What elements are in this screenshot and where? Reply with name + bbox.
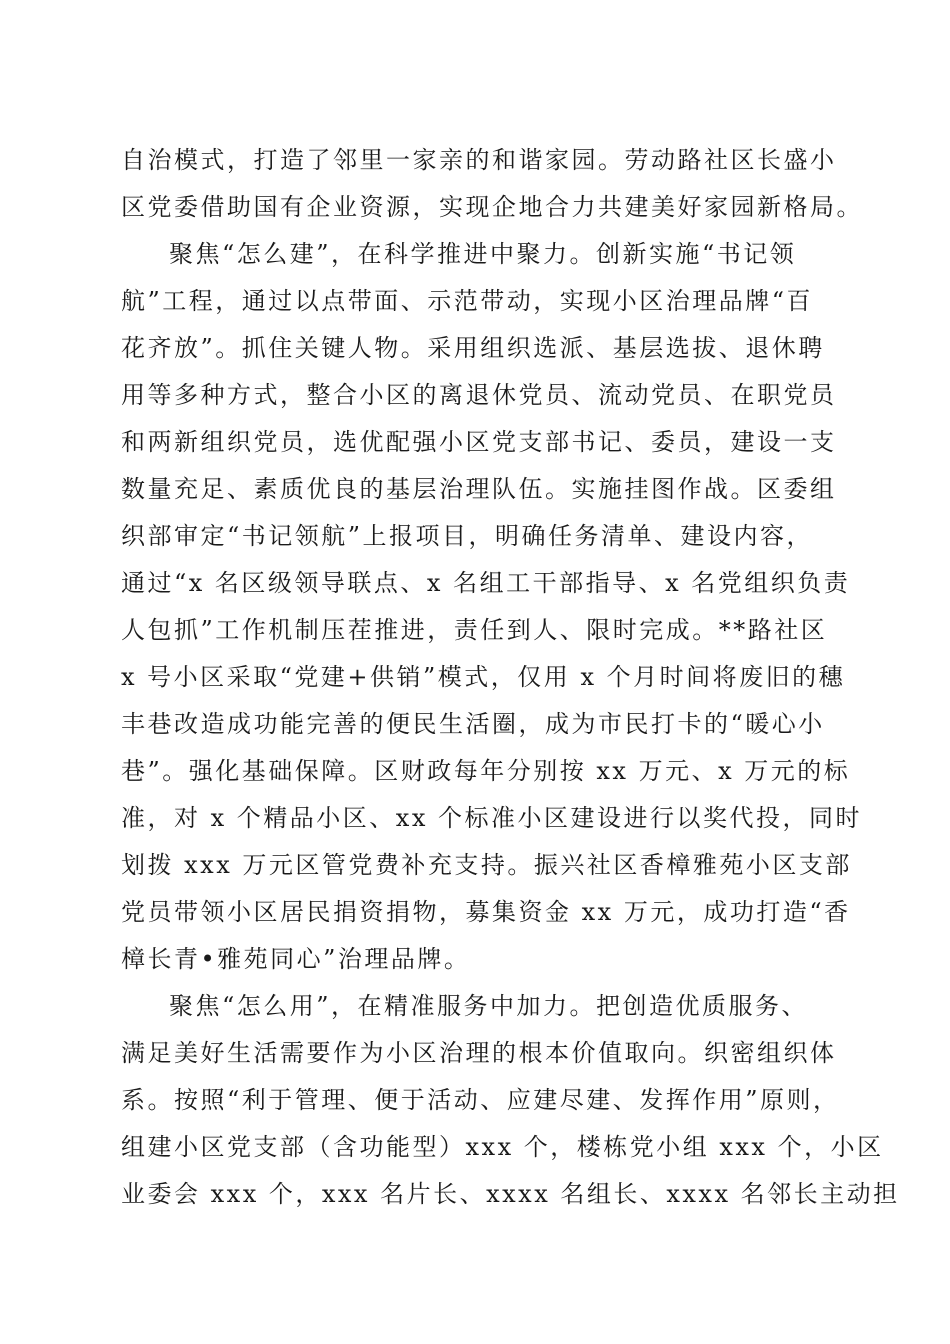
- text-line: 花齐放”。抓住关键人物。采用组织选派、基层选拔、退休聘: [121, 334, 825, 362]
- text-line: 樟长青•雅苑同心”治理品牌。: [121, 945, 471, 973]
- text-line: 党员带领小区居民捐资捐物，募集资金 xx 万元，成功打造“香: [121, 898, 851, 926]
- text-line: 满足美好生活需要作为小区治理的根本价值取向。织密组织体: [121, 1039, 837, 1067]
- text-line: 和两新组织党员，选优配强小区党支部书记、委员，建设一支: [121, 428, 837, 456]
- text-line: 业委会 xxx 个，xxx 名片长、xxxx 名组长、xxxx 名邻长主动担: [121, 1180, 900, 1208]
- text-line: 数量充足、素质优良的基层治理队伍。实施挂图作战。区委组: [121, 475, 837, 503]
- text-line: 自治模式，打造了邻里一家亲的和谐家园。劳动路社区长盛小: [121, 146, 837, 174]
- paragraph-start-line: 聚焦“怎么建”，在科学推进中聚力。创新实施“书记领: [169, 240, 797, 268]
- paragraph-start-line: 聚焦“怎么用”，在精准服务中加力。把创造优质服务、: [169, 992, 809, 1020]
- text-line: 通过“x 名区级领导联点、x 名组工干部指导、x 名党组织负责: [121, 569, 851, 597]
- text-line: 人包抓”工作机制压茬推进，责任到人、限时完成。**路社区: [121, 616, 828, 644]
- text-line: 系。按照“利于管理、便于活动、应建尽建、发挥作用”原则，: [121, 1086, 840, 1114]
- text-line: 航”工程，通过以点带面、示范带动，实现小区治理品牌“百: [121, 287, 814, 315]
- text-line: 丰巷改造成功能完善的便民生活圈，成为市民打卡的“暖心小: [121, 710, 825, 738]
- text-line: x 号小区采取“党建+供销”模式，仅用 x 个月时间将废旧的穗: [121, 663, 846, 691]
- text-line: 区党委借助国有企业资源，实现企地合力共建美好家园新格局。: [121, 193, 863, 221]
- text-line: 准，对 x 个精品小区、xx 个标准小区建设进行以奖代投，同时: [121, 804, 862, 832]
- text-line: 用等多种方式，整合小区的离退休党员、流动党员、在职党员: [121, 381, 837, 409]
- text-line: 织部审定“书记领航”上报项目，明确任务清单、建设内容，: [121, 522, 814, 550]
- text-line: 巷”。强化基础保障。区财政每年分别按 xx 万元、x 万元的标: [121, 757, 851, 785]
- text-line: 划拨 xxx 万元区管党费补充支持。振兴社区香樟雅苑小区支部: [121, 851, 852, 879]
- text-line: 组建小区党支部（含功能型）xxx 个，楼栋党小组 xxx 个，小区: [121, 1133, 884, 1161]
